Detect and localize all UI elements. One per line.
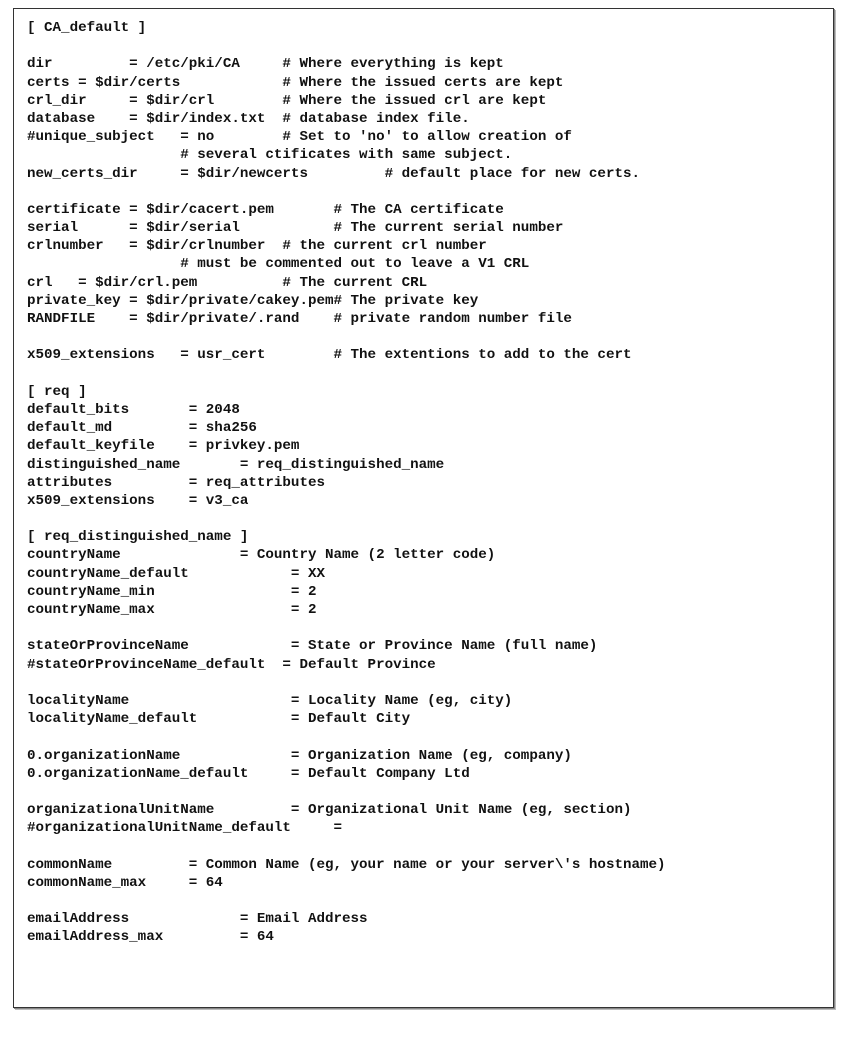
config-line: crlnumber = $dir/crlnumber # the current crl number bbox=[27, 238, 487, 255]
config-code-block bbox=[27, 19, 666, 947]
config-line: countryName_default = XX bbox=[27, 565, 325, 582]
blank-line bbox=[27, 183, 666, 201]
config-line: commonName = Common Name (eg, your name or your server\'s hostname) bbox=[27, 856, 666, 873]
config-line: localityName = Locality Name (eg, city) bbox=[27, 692, 513, 709]
config-line: database = $dir/index.txt # database index file. bbox=[27, 110, 470, 127]
config-line: x509_extensions = v3_ca bbox=[27, 492, 249, 509]
config-line: serial = $dir/serial # The current serial number bbox=[27, 220, 564, 237]
config-line: private_key = $dir/private/cakey.pem# The private key bbox=[27, 292, 479, 309]
config-line: crl = $dir/crl.pem # The current CRL bbox=[27, 274, 428, 291]
config-line: 0.organizationName_default = Default Company Ltd bbox=[27, 765, 470, 782]
section-header: [ req ] bbox=[27, 383, 87, 400]
config-line: attributes = req_attributes bbox=[27, 474, 325, 491]
config-line: commonName_max = 64 bbox=[27, 874, 223, 891]
blank-line bbox=[27, 619, 666, 637]
config-line: distinguished_name = req_distinguished_name bbox=[27, 456, 445, 473]
comment-line: # several ctificates with same subject. bbox=[27, 147, 513, 164]
config-line: 0.organizationName = Organization Name (eg, company) bbox=[27, 747, 572, 764]
comment-line: #stateOrProvinceName_default = Default Province bbox=[27, 656, 436, 673]
config-line: default_md = sha256 bbox=[27, 420, 257, 437]
config-line: localityName_default = Default City bbox=[27, 711, 411, 728]
config-line: certs = $dir/certs # Where the issued certs are kept bbox=[27, 74, 564, 91]
config-line: organizationalUnitName = Organizational Unit Name (eg, section) bbox=[27, 802, 632, 819]
blank-line bbox=[27, 674, 666, 692]
config-line: new_certs_dir = $dir/newcerts # default place for new certs. bbox=[27, 165, 640, 182]
blank-line bbox=[27, 328, 666, 346]
blank-line bbox=[27, 365, 666, 383]
config-line: x509_extensions = usr_cert # The extentions to add to the cert bbox=[27, 347, 632, 364]
comment-line: # must be commented out to leave a V1 CRL bbox=[27, 256, 530, 273]
config-line: countryName_min = 2 bbox=[27, 583, 317, 600]
section-header: [ req_distinguished_name ] bbox=[27, 529, 249, 546]
config-line: stateOrProvinceName = State or Province Name (full name) bbox=[27, 638, 598, 655]
config-line: RANDFILE = $dir/private/.rand # private random number file bbox=[27, 311, 572, 327]
config-line: countryName = Country Name (2 letter code) bbox=[27, 547, 496, 564]
config-line: default_bits = 2048 bbox=[27, 401, 240, 418]
blank-line bbox=[27, 510, 666, 528]
config-line: dir = /etc/pki/CA # Where everything is kept bbox=[27, 56, 504, 73]
config-line: emailAddress = Email Address bbox=[27, 911, 368, 928]
blank-line bbox=[27, 837, 666, 855]
config-line: crl_dir = $dir/crl # Where the issued crl are kept bbox=[27, 92, 547, 109]
code-listing-frame bbox=[13, 8, 834, 1008]
blank-line bbox=[27, 892, 666, 910]
comment-line: #unique_subject = no # Set to 'no' to allow creation of bbox=[27, 129, 572, 146]
config-line: certificate = $dir/cacert.pem # The CA certificate bbox=[27, 201, 504, 218]
blank-line bbox=[27, 37, 666, 55]
config-line: default_keyfile = privkey.pem bbox=[27, 438, 300, 455]
comment-line: #organizationalUnitName_default = bbox=[27, 820, 343, 837]
config-line: emailAddress_max = 64 bbox=[27, 929, 274, 946]
config-line: countryName_max = 2 bbox=[27, 602, 317, 618]
section-header: [ CA_default ] bbox=[27, 20, 147, 36]
blank-line bbox=[27, 728, 666, 746]
blank-line bbox=[27, 783, 666, 801]
